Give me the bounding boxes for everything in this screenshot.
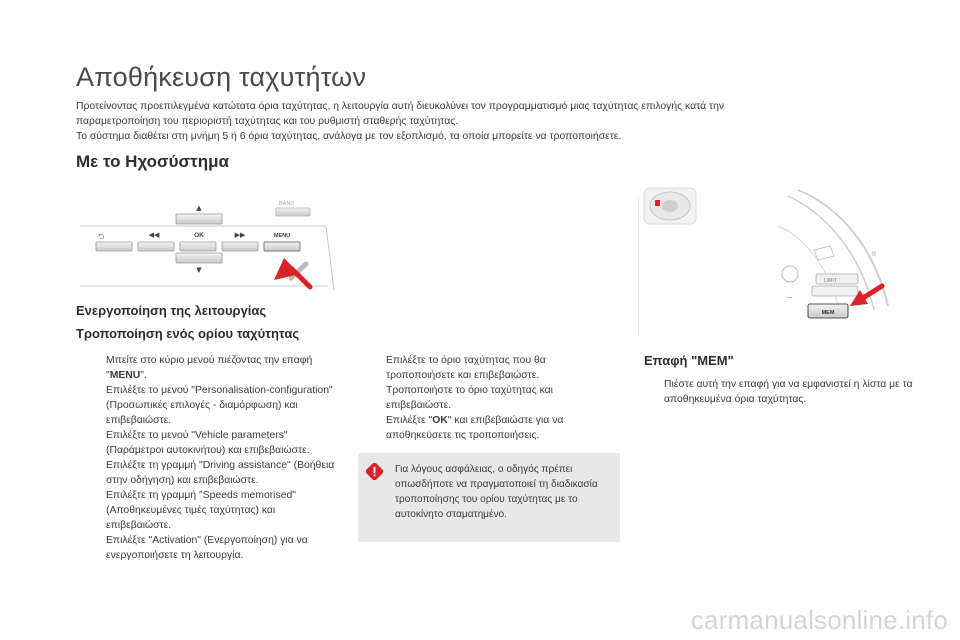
minus-label: −	[786, 293, 793, 302]
ok-label: OK	[194, 232, 204, 239]
modify-heading: Τροποποίηση ενός ορίου ταχύτητας	[76, 326, 300, 341]
down-label: ▼	[196, 266, 202, 274]
warning-icon	[366, 463, 383, 480]
safety-warning-box	[358, 453, 620, 542]
audio-panel-illustration	[76, 186, 338, 292]
steps-list-audio	[86, 353, 336, 563]
steps-list-mem	[644, 377, 914, 407]
list-item: Τροποποιήστε το όριο ταχύτητας και επιβεβαιώστε.	[386, 385, 553, 411]
mem-label: MEM	[821, 310, 835, 316]
red-arrow-icon	[274, 258, 300, 280]
intro-line-1: Προτείνοντας προεπιλεγμένα κατώτατα όρια ταχύτητας, η λειτουργία αυτή διευκολύνει τον προγραμματισμό μιας ταχύτητας επιλογής κατά την	[76, 101, 725, 112]
activate-heading: Ενεργοποίηση της λειτουργίας	[76, 303, 267, 318]
audio-system-heading: Με το Ηχοσύστημα	[76, 152, 229, 171]
intro-line-3: Το σύστημα διαθέτει στη μνήμη 5 ή 6 όρια ταχύτητας, ανάλογα με τον εξοπλισμό, τα οποία μπορείτε να τροποποιήσετε.	[76, 131, 622, 142]
steps-list-modify	[366, 353, 606, 443]
prev-label: ◀◀	[148, 231, 160, 239]
up-label: ▲	[196, 204, 202, 212]
back-label: ⮌	[98, 232, 105, 241]
menu-label: MENU	[273, 233, 291, 239]
watermark: carmanualsonline.info	[690, 605, 948, 635]
intro-line-2: παραμετροποίηση του περιοριστή ταχύτητας και του ρυθμιστή σταθερής ταχύτητας.	[76, 116, 459, 127]
pause-label: II	[872, 251, 876, 258]
list-item: Επιλέξτε το μενού "Vehicle parameters" (Παράμετροι αυτοκινήτου) και επιβεβαιώστε.	[106, 430, 310, 456]
steering-wheel-illustration	[638, 186, 894, 338]
list-item: Επιλέξτε το μενού "Personalisation-configuration" (Προσωπικές επιλογές - διαμόρφωση) και επιβεβαιώστε.	[106, 385, 333, 426]
list-item: Επιλέξτε "Activation" (Ενεργοποίηση) για να ενεργοποιήσετε τη λειτουργία.	[106, 535, 308, 561]
list-item: Επιλέξτε τη γραμμή "Driving assistance" (Βοήθεια στην οδήγηση) και επιβεβαιώστε.	[106, 460, 335, 486]
intro-text	[76, 99, 906, 144]
band-label: BAND	[279, 201, 295, 207]
list-item: Επιλέξτε "OK" και επιβεβαιώστε για να αποθηκεύσετε τις τροποποιήσεις.	[386, 415, 564, 441]
list-item: Επιλέξτε το όριο ταχύτητας που θα τροποποιήσετε και επιβεβαιώστε.	[386, 355, 546, 381]
mem-heading: Επαφή "MEM"	[644, 353, 734, 368]
next-label: ▶▶	[234, 231, 246, 239]
warning-text: Για λόγους ασφάλειας, ο οδηγός πρέπει οπωσδήποτε να πραγματοποιεί τη διαδικασία τροποποίησης του ορίου ταχύτητας με το αυτοκίνητο σταματημένο.	[395, 464, 598, 520]
wheel-highlight-icon	[655, 200, 660, 206]
page-title: Αποθήκευση ταχυτήτων	[76, 62, 367, 92]
limit-label: LIMIT	[824, 278, 837, 284]
list-item: Πιέστε αυτή την επαφή για να εμφανιστεί η λίστα με τα αποθηκευμένα όρια ταχύτητας.	[664, 379, 913, 405]
list-item: Μπείτε στο κύριο μενού πιέζοντας την επαφή "MENU".	[106, 355, 313, 381]
list-item: Επιλέξτε τη γραμμή "Speeds memorised" (Αποθηκευμένες τιμές ταχύτητας) και επιβεβαιώστε.	[106, 490, 296, 531]
